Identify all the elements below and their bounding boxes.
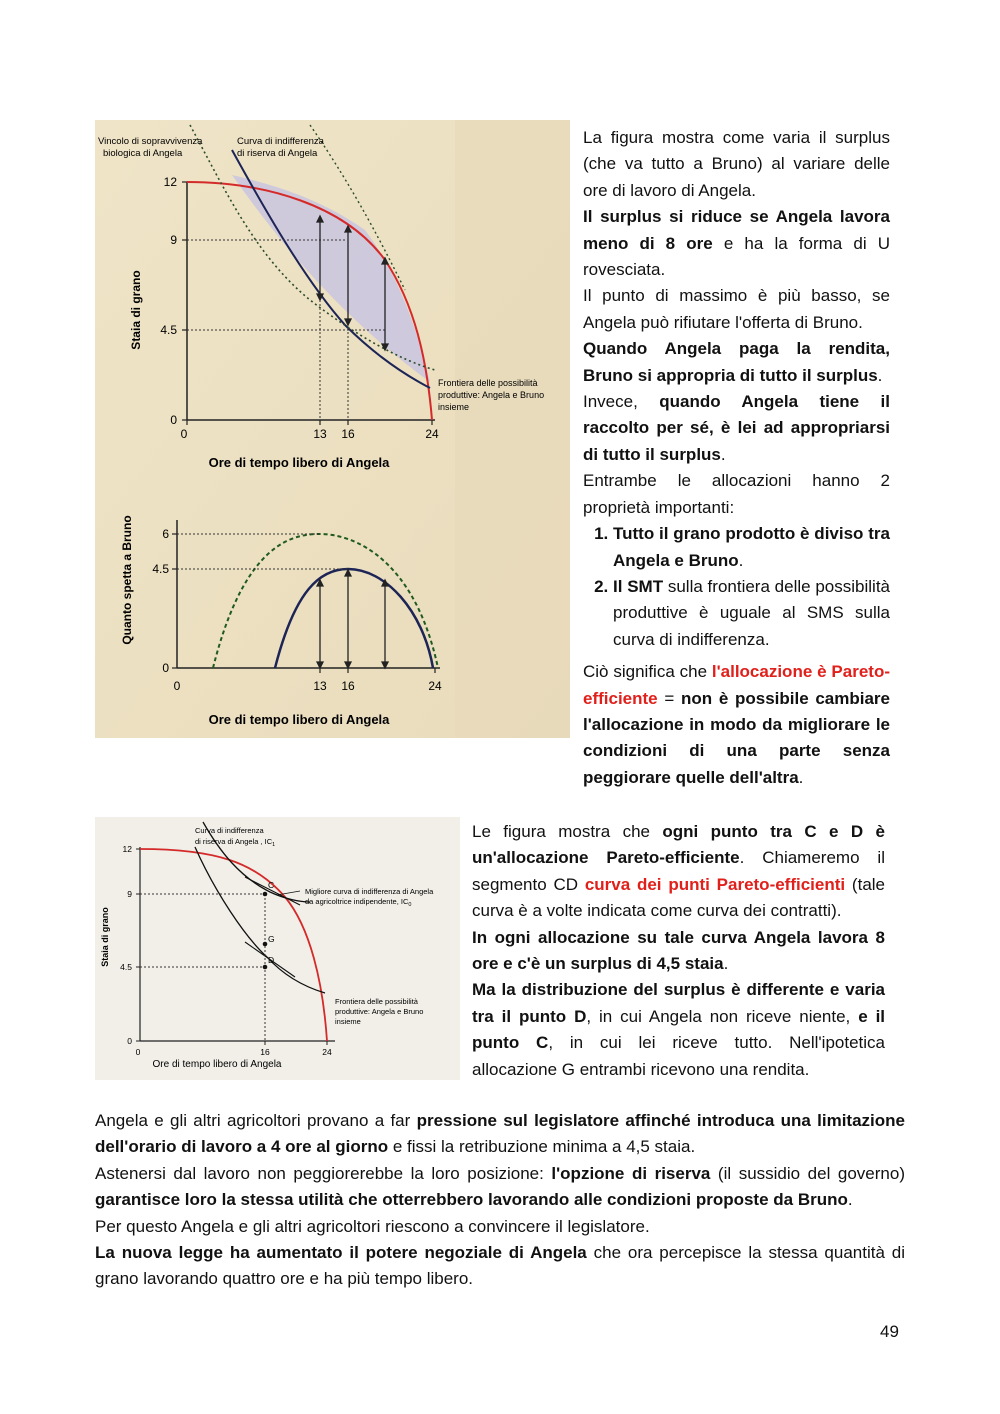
frontier-label-3: insieme [438, 402, 470, 412]
fig2-ytick-9: 9 [127, 889, 132, 899]
figure-surplus-charts [95, 120, 570, 738]
fig2-best-label-1: Migliore curva di indifferenza di Angela [305, 887, 434, 896]
figure-pareto-chart [95, 817, 460, 1080]
top-xtick-13: 13 [313, 427, 327, 441]
middle-paragraph-3: Ma la distribuzione del surplus è differente e varia tra il punto D, in cui Angela non riceve niente, e il punto C, in cui lei riceve tutto. Nell'ipotetica allocazione G entrambi ricevono una rendita. [472, 980, 886, 1079]
top-xtick-24: 24 [425, 427, 439, 441]
paragraph-4: Quando Angela paga la rendita, Bruno si appropria di tutto il surplus. [583, 339, 890, 385]
top-y-label: Staia di grano [129, 270, 143, 350]
paragraph-7: Ciò significa che l'allocazione è Pareto-efficiente = non è possibile cambiare l'allocazione in modo da migliorare le condizioni di una parte senza peggiorare quelle dell'altra. [583, 662, 891, 787]
fig2-reservation-label-2: di riserva di Angela , $IC_1$ [195, 837, 276, 848]
bottom-paragraph-3: Per questo Angela e gli altri agricoltori riescono a convincere il legislatore. [95, 1216, 650, 1236]
page-number: 49 [880, 1322, 899, 1341]
top-x-label: Ore di tempo libero di Angela [208, 455, 390, 470]
bottom-ytick-6: 6 [162, 527, 169, 541]
top-xtick-0: 0 [180, 427, 188, 441]
top-ytick-4-5: 4.5 [160, 323, 177, 337]
bottom-ytick-4-5: 4.5 [152, 562, 169, 576]
reservation-ic-label-1: Curva di indifferenza [237, 136, 324, 147]
fig2-frontier-label-1: Frontiera delle possibilità [335, 997, 418, 1006]
middle-text [472, 819, 885, 1083]
bottom-xtick-24: 24 [428, 679, 442, 693]
property-2: 2. Il SMT sulla frontiera delle possibilità produttive è uguale al SMS sulla curva di indifferenza. [613, 574, 890, 653]
right-column-text [583, 125, 890, 791]
bottom-paragraph-2: Astenersi dal lavoro non peggiorerebbe la loro posizione: l'opzione di riserva (il sussidio del governo) garantisce loro la stessa utilità che otterrebbero lavorando alle condizioni proposte da Bruno. [95, 1163, 905, 1210]
survival-label-1: Vincolo di sopravvivenza [98, 136, 203, 147]
bottom-xtick-0: 0 [173, 679, 181, 693]
point-c-label: C [268, 880, 275, 890]
bottom-paragraph-4: La nuova legge ha aumentato il potere negoziale di Angela che ora percepisce la stessa quantità di grano lavorando quattro ore e ha più tempo libero. [95, 1243, 905, 1289]
properties-list [583, 521, 890, 653]
point-c-dot [263, 892, 268, 897]
reservation-ic-label-2: di riserva di Angela [237, 148, 318, 159]
point-g-dot [263, 942, 268, 947]
frontier-label-1: Frontiera delle possibilità [438, 378, 538, 388]
fig2-xtick-0: 0 [135, 1047, 141, 1057]
point-d-dot [263, 965, 268, 970]
fig2-ytick-0: 0 [127, 1036, 132, 1046]
middle-paragraph: Le figura mostra che ogni punto tra C e D è un'allocazione Pareto-efficiente. Chiameremo il segmento CD curva dei punti Pareto-efficienti (tale curva è a volte indicata come curva dei contratti). [472, 822, 886, 921]
middle-paragraph-2: In ogni allocazione su tale curva Angela lavora 8 ore e c'è un surplus di 4,5 staia. [472, 927, 885, 974]
fig2-xtick-24: 24 [322, 1047, 332, 1057]
fig2-xtick-16: 16 [260, 1047, 270, 1057]
fig2-y-label: Staia di grano [100, 907, 110, 967]
fig2-frontier-label-2: produttive: Angela e Bruno [335, 1007, 424, 1016]
frontier-label-2: produttive: Angela e Bruno [438, 390, 545, 400]
figure-surplus-svg [95, 120, 570, 738]
bottom-xtick-16: 16 [341, 679, 355, 693]
fig2-frontier-label-3: insieme [335, 1017, 361, 1026]
point-d-label: D [268, 955, 275, 965]
top-ytick-12: 12 [163, 175, 177, 189]
fig2-ytick-12: 12 [122, 844, 132, 854]
bottom-text [95, 1108, 905, 1293]
paragraph-1: La figura mostra come varia il surplus (che va tutto a Bruno) al variare delle ore di lavoro di Angela. [583, 128, 890, 200]
paragraph-2: Il surplus si riduce se Angela lavora meno di 8 ore e ha la forma di U rovesciata. [583, 207, 890, 280]
figure-pareto-svg [95, 817, 460, 1080]
property-1: 1. Tutto il grano prodotto è diviso tra Angela e Bruno. [613, 521, 890, 574]
bottom-paragraph-1: Angela e gli altri agricoltori provano a far pressione sul legislatore affinché introduca una limitazione dell'orario di lavoro a 4 ore al giorno e fissi la retribuzione minima a 4,5 staia. [95, 1111, 905, 1157]
paragraph-3: Il punto di massimo è più basso, se Angela può rifiutare l'offerta di Bruno. [583, 286, 890, 332]
fig2-best-label-2: da agricoltrice indipendente, $IC_0$ [305, 897, 412, 908]
paragraph-6: Entrambe le allocazioni hanno 2 proprietà importanti: [583, 471, 890, 517]
top-ytick-9: 9 [170, 233, 177, 247]
bottom-xtick-13: 13 [313, 679, 327, 693]
fig2-ytick-4-5: 4.5 [120, 962, 132, 972]
survival-label-2: biologica di Angela [103, 148, 183, 159]
bottom-ytick-0: 0 [162, 661, 169, 675]
bottom-y-label: Quanto spetta a Bruno [120, 515, 134, 645]
top-xtick-16: 16 [341, 427, 355, 441]
top-ytick-0: 0 [170, 413, 177, 427]
point-g-label: G [268, 934, 275, 944]
fig2-reservation-label-1: Curva di indifferenza [195, 826, 264, 835]
fig2-x-label: Ore di tempo libero di Angela [152, 1059, 282, 1070]
bottom-x-label: Ore di tempo libero di Angela [208, 712, 390, 727]
paragraph-5: Invece, quando Angela tiene il raccolto per sé, è lei ad appropriarsi di tutto il surplus. [583, 392, 890, 464]
